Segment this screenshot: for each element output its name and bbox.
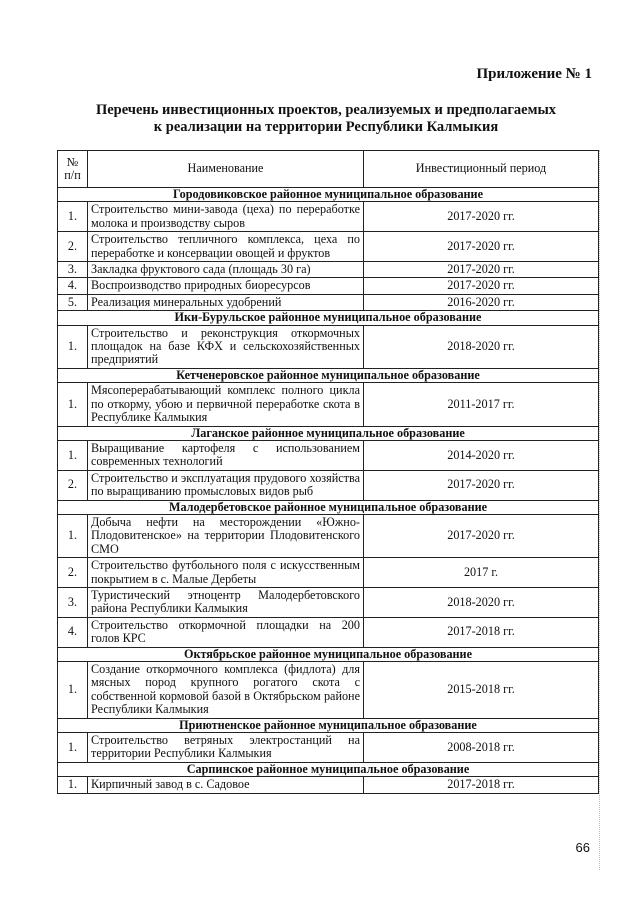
table-header-row (58, 151, 599, 188)
investment-period: 2011-2017 гг. (364, 383, 599, 426)
section-title: Сарпинское районное муниципальное образование (58, 762, 599, 776)
table-row (58, 294, 599, 310)
project-name: Создание откормочного комплекса (фидлота) для мясных пород крупного рогатого скота с собственной кормовой базой в Октябрьском районе Республики Калмыкия (88, 662, 364, 719)
row-number: 1. (58, 325, 88, 368)
page-number: 66 (575, 840, 590, 855)
row-number: 1. (58, 777, 88, 793)
table-row (58, 325, 599, 368)
section-row (58, 426, 599, 440)
investment-period: 2017-2020 гг. (364, 232, 599, 262)
investment-period: 2016-2020 гг. (364, 294, 599, 310)
project-name: Реализация минеральных удобрений (88, 294, 364, 310)
document-title (60, 102, 592, 136)
project-name: Туристический этноцентр Малодербетовского района Республики Калмыкия (88, 587, 364, 617)
appendix-label: Приложение № 1 (476, 66, 592, 82)
table-row (58, 777, 599, 793)
table-row (58, 558, 599, 588)
table-row (58, 232, 599, 262)
row-number: 1. (58, 733, 88, 763)
row-number: 1. (58, 440, 88, 470)
investment-period: 2015-2018 гг. (364, 662, 599, 719)
project-name: Строительство ветряных электростанций на территории Республики Калмыкия (88, 733, 364, 763)
investment-period: 2017-2018 гг. (364, 617, 599, 647)
investment-period: 2018-2020 гг. (364, 587, 599, 617)
column-header-number: № п/п (58, 151, 88, 188)
row-number: 2. (58, 558, 88, 588)
row-number: 2. (58, 232, 88, 262)
row-number: 1. (58, 202, 88, 232)
investment-period: 2008-2018 гг. (364, 733, 599, 763)
investment-period: 2017-2020 гг. (364, 262, 599, 278)
section-title: Ики-Бурульское районное муниципальное образование (58, 311, 599, 325)
investment-period: 2017-2020 гг. (364, 202, 599, 232)
investment-period: 2017-2020 гг. (364, 514, 599, 557)
title-line-1: Перечень инвестиционных проектов, реализуемых и предполагаемых (95, 102, 557, 118)
project-name: Закладка фруктового сада (площадь 30 га) (88, 262, 364, 278)
title-line-2: к реализации на территории Республики Калмыкия (153, 119, 499, 135)
column-header-period: Инвестиционный период (364, 151, 599, 188)
project-name: Мясоперерабатывающий комплекс полного цикла по откорму, убою и первичной переработке скота в Республике Калмыкия (88, 383, 364, 426)
section-row (58, 368, 599, 382)
row-number: 3. (58, 262, 88, 278)
section-row (58, 762, 599, 776)
project-name: Строительство и эксплуатация прудового хозяйства по выращиванию промысловых видов рыб (88, 470, 364, 500)
row-number: 1. (58, 383, 88, 426)
table-row (58, 202, 599, 232)
section-title: Малодербетовское районное муниципальное образование (58, 500, 599, 514)
project-name: Добыча нефти на месторождении «Южно-Плодовитенское» на территории Плодовитенского СМО (88, 514, 364, 557)
project-name: Выращивание картофеля с использованием современных технологий (88, 440, 364, 470)
table-row (58, 587, 599, 617)
section-title: Городовиковское районное муниципальное образование (58, 188, 599, 202)
section-row (58, 718, 599, 732)
section-row (58, 647, 599, 661)
table-row (58, 262, 599, 278)
section-title: Кетченеровское районное муниципальное образование (58, 368, 599, 382)
project-name: Воспроизводство природных биоресурсов (88, 278, 364, 294)
table-row (58, 662, 599, 719)
project-name: Строительство тепличного комплекса, цеха по переработке и консервации овощей и фруктов (88, 232, 364, 262)
row-number: 1. (58, 514, 88, 557)
section-row (58, 188, 599, 202)
table-body (58, 188, 599, 794)
projects-table (57, 150, 599, 794)
table-row (58, 278, 599, 294)
project-name: Строительство и реконструкция откормочных площадок на базе КФХ и сельскохозяйственных предприятий (88, 325, 364, 368)
project-name: Строительство мини-завода (цеха) по переработке молока и производству сыров (88, 202, 364, 232)
table-row (58, 733, 599, 763)
row-number: 2. (58, 470, 88, 500)
row-number: 4. (58, 278, 88, 294)
row-number: 4. (58, 617, 88, 647)
table-row (58, 440, 599, 470)
table-row (58, 383, 599, 426)
row-number: 1. (58, 662, 88, 719)
column-header-name: Наименование (88, 151, 364, 188)
row-number: 3. (58, 587, 88, 617)
investment-period: 2017-2020 гг. (364, 278, 599, 294)
investment-period: 2017-2020 гг. (364, 470, 599, 500)
investment-period: 2018-2020 гг. (364, 325, 599, 368)
project-name: Строительство футбольного поля с искусственным покрытием в с. Малые Дербеты (88, 558, 364, 588)
section-row (58, 500, 599, 514)
table-row (58, 617, 599, 647)
investment-period: 2014-2020 гг. (364, 440, 599, 470)
table-row (58, 514, 599, 557)
margin-line (599, 150, 600, 870)
section-title: Октябрьское районное муниципальное образование (58, 647, 599, 661)
table-row (58, 470, 599, 500)
investment-period: 2017 г. (364, 558, 599, 588)
project-name: Строительство откормочной площадки на 200 голов КРС (88, 617, 364, 647)
project-name: Кирпичный завод в с. Садовое (88, 777, 364, 793)
section-title: Приютненское районное муниципальное образование (58, 718, 599, 732)
section-row (58, 311, 599, 325)
investment-period: 2017-2018 гг. (364, 777, 599, 793)
row-number: 5. (58, 294, 88, 310)
section-title: Лаганское районное муниципальное образование (58, 426, 599, 440)
